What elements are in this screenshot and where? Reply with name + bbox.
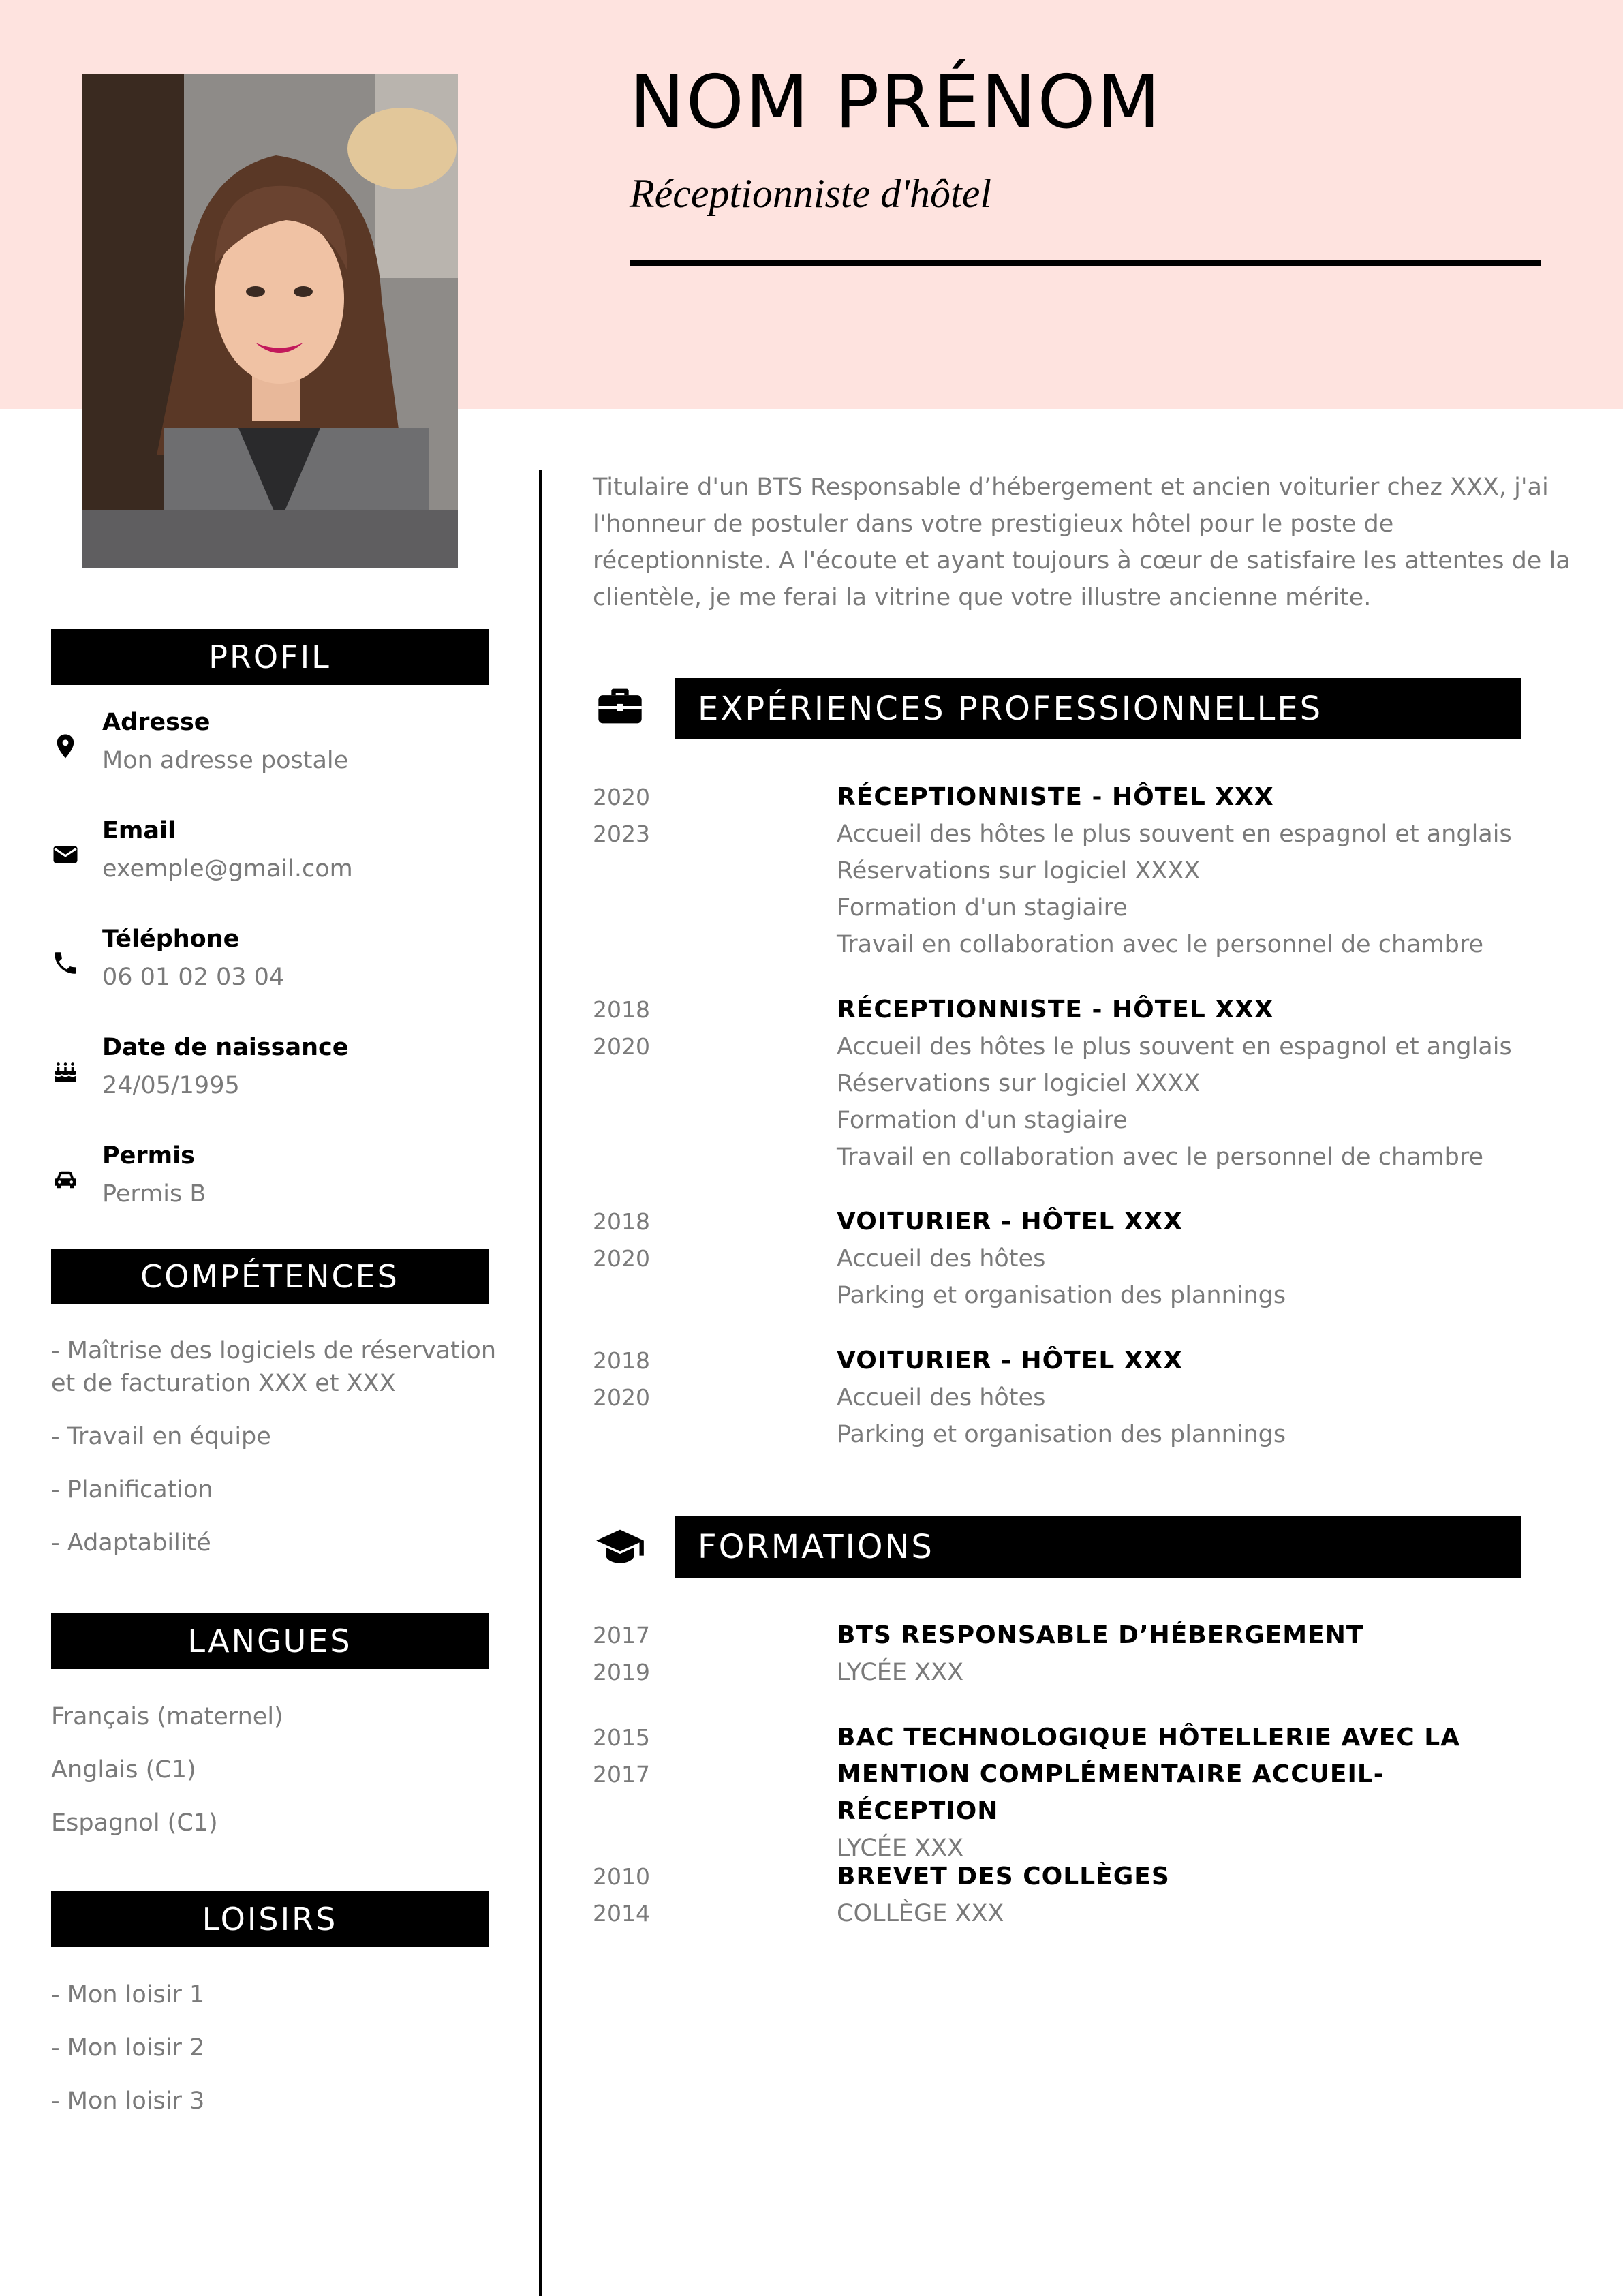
entry-title: BREVET DES COLLÈGES xyxy=(837,1863,1170,1891)
profile-item-address xyxy=(51,709,501,784)
entry-detail: Formation d'un stagiaire xyxy=(837,1107,1128,1134)
profile-label: Permis xyxy=(102,1142,195,1169)
entry-detail: Travail en collaboration avec le personnel de chambre xyxy=(837,931,1484,958)
entry-school: LYCÉE XXX xyxy=(837,1835,964,1862)
entry-end-year: 2023 xyxy=(593,821,650,847)
column-divider xyxy=(539,470,542,2296)
profile-value: Permis B xyxy=(102,1180,206,1208)
education-heading: FORMATIONS xyxy=(675,1516,1521,1578)
profile-item-phone xyxy=(51,925,501,1000)
profile-label: Email xyxy=(102,817,176,844)
entry-school: LYCÉE XXX xyxy=(837,1659,964,1686)
hobby-item: - Mon loisir 1 xyxy=(51,1981,205,2008)
languages-heading: LANGUES xyxy=(51,1613,489,1669)
language-item: Français (maternel) xyxy=(51,1703,283,1730)
briefcase-icon xyxy=(594,680,646,732)
experience-heading: EXPÉRIENCES PROFESSIONNELLES xyxy=(675,678,1521,739)
entry-title: VOITURIER - HÔTEL XXX xyxy=(837,1347,1184,1375)
languages-list xyxy=(51,1700,501,1839)
entry-title: VOITURIER - HÔTEL XXX xyxy=(837,1208,1184,1236)
entry-title: RÉCEPTIONNISTE - HÔTEL XXX xyxy=(837,783,1274,811)
graduation-cap-icon xyxy=(594,1521,646,1573)
skills-heading: COMPÉTENCES xyxy=(51,1249,489,1304)
profile-value: 06 01 02 03 04 xyxy=(102,964,285,991)
car-icon xyxy=(51,1165,80,1194)
entry-end-year: 2020 xyxy=(593,1033,650,1060)
entry-start-year: 2010 xyxy=(593,1863,650,1890)
entry-detail: Travail en collaboration avec le personnel de chambre xyxy=(837,1144,1484,1171)
job-title: Réceptionniste d'hôtel xyxy=(630,171,992,216)
entry-title: RÉCEPTIONNISTE - HÔTEL XXX xyxy=(837,996,1274,1024)
entry-detail: Accueil des hôtes xyxy=(837,1384,1046,1411)
hobbies-heading: LOISIRS xyxy=(51,1891,489,1947)
skill-item: - Planification xyxy=(51,1476,213,1503)
skill-item: - Maîtrise des logiciels de réservation et de facturation XXX et XXX xyxy=(51,1337,497,1397)
profile-summary: Titulaire d'un BTS Responsable d’hébergement et ancien voiturier chez XXX, j'ai l'honneur de postuler dans votre prestigieux hôtel pour le poste de réceptionniste. A l'écoute et ayant toujours à cœur de satisfaire les attentes de la clientèle, je me ferai la vitrine que votre illustre ancienne mérite. xyxy=(593,474,1571,611)
entry-start-year: 2015 xyxy=(593,1724,650,1751)
entry-start-year: 2018 xyxy=(593,1347,650,1374)
language-item: Espagnol (C1) xyxy=(51,1809,218,1837)
profile-value: Mon adresse postale xyxy=(102,747,349,774)
title-underline xyxy=(630,260,1541,266)
entry-title: BAC TECHNOLOGIQUE HÔTELLERIE AVEC LA MENTION COMPLÉMENTAIRE ACCUEIL-RÉCEPTION xyxy=(837,1724,1461,1825)
profile-heading: PROFIL xyxy=(51,629,489,685)
entry-end-year: 2017 xyxy=(593,1761,650,1788)
profile-item-license xyxy=(51,1142,501,1217)
entry-end-year: 2014 xyxy=(593,1900,650,1927)
entry-title: BTS RESPONSABLE D’HÉBERGEMENT xyxy=(837,1621,1364,1649)
entry-end-year: 2020 xyxy=(593,1384,650,1411)
candidate-name: NOM PRÉNOM xyxy=(630,60,1162,145)
profile-item-email xyxy=(51,817,501,892)
entry-detail: Parking et organisation des plannings xyxy=(837,1421,1286,1448)
entry-start-year: 2018 xyxy=(593,996,650,1023)
profile-label: Téléphone xyxy=(102,925,240,953)
profile-value: 24/05/1995 xyxy=(102,1072,240,1099)
entry-school: COLLÈGE XXX xyxy=(837,1900,1004,1927)
language-item: Anglais (C1) xyxy=(51,1756,196,1784)
profile-item-birthdate xyxy=(51,1034,501,1109)
entry-detail: Réservations sur logiciel XXXX xyxy=(837,1070,1201,1097)
phone-icon xyxy=(51,949,80,977)
birthday-cake-icon xyxy=(51,1057,80,1086)
profile-value: exemple@gmail.com xyxy=(102,855,353,883)
portrait-image xyxy=(82,74,458,568)
entry-start-year: 2017 xyxy=(593,1622,650,1649)
hobby-item: - Mon loisir 3 xyxy=(51,2087,205,2115)
hobbies-list xyxy=(51,1978,501,2117)
entry-start-year: 2018 xyxy=(593,1208,650,1235)
profile-label: Date de naissance xyxy=(102,1034,349,1061)
envelope-icon xyxy=(51,840,80,869)
skills-list xyxy=(51,1334,501,1559)
skill-item: - Travail en équipe xyxy=(51,1423,271,1450)
hobby-item: - Mon loisir 2 xyxy=(51,2034,205,2062)
entry-end-year: 2020 xyxy=(593,1245,650,1272)
entry-end-year: 2019 xyxy=(593,1659,650,1685)
entry-detail: Accueil des hôtes xyxy=(837,1245,1046,1272)
profile-label: Adresse xyxy=(102,709,211,736)
entry-detail: Accueil des hôtes le plus souvent en espagnol et anglais xyxy=(837,1033,1512,1060)
skill-item: - Adaptabilité xyxy=(51,1529,211,1557)
map-pin-icon xyxy=(51,732,80,761)
entry-start-year: 2020 xyxy=(593,784,650,810)
entry-detail: Parking et organisation des plannings xyxy=(837,1282,1286,1309)
entry-detail: Réservations sur logiciel XXXX xyxy=(837,857,1201,885)
profile-photo xyxy=(82,74,458,568)
entry-detail: Accueil des hôtes le plus souvent en espagnol et anglais xyxy=(837,821,1512,848)
entry-detail: Formation d'un stagiaire xyxy=(837,894,1128,921)
